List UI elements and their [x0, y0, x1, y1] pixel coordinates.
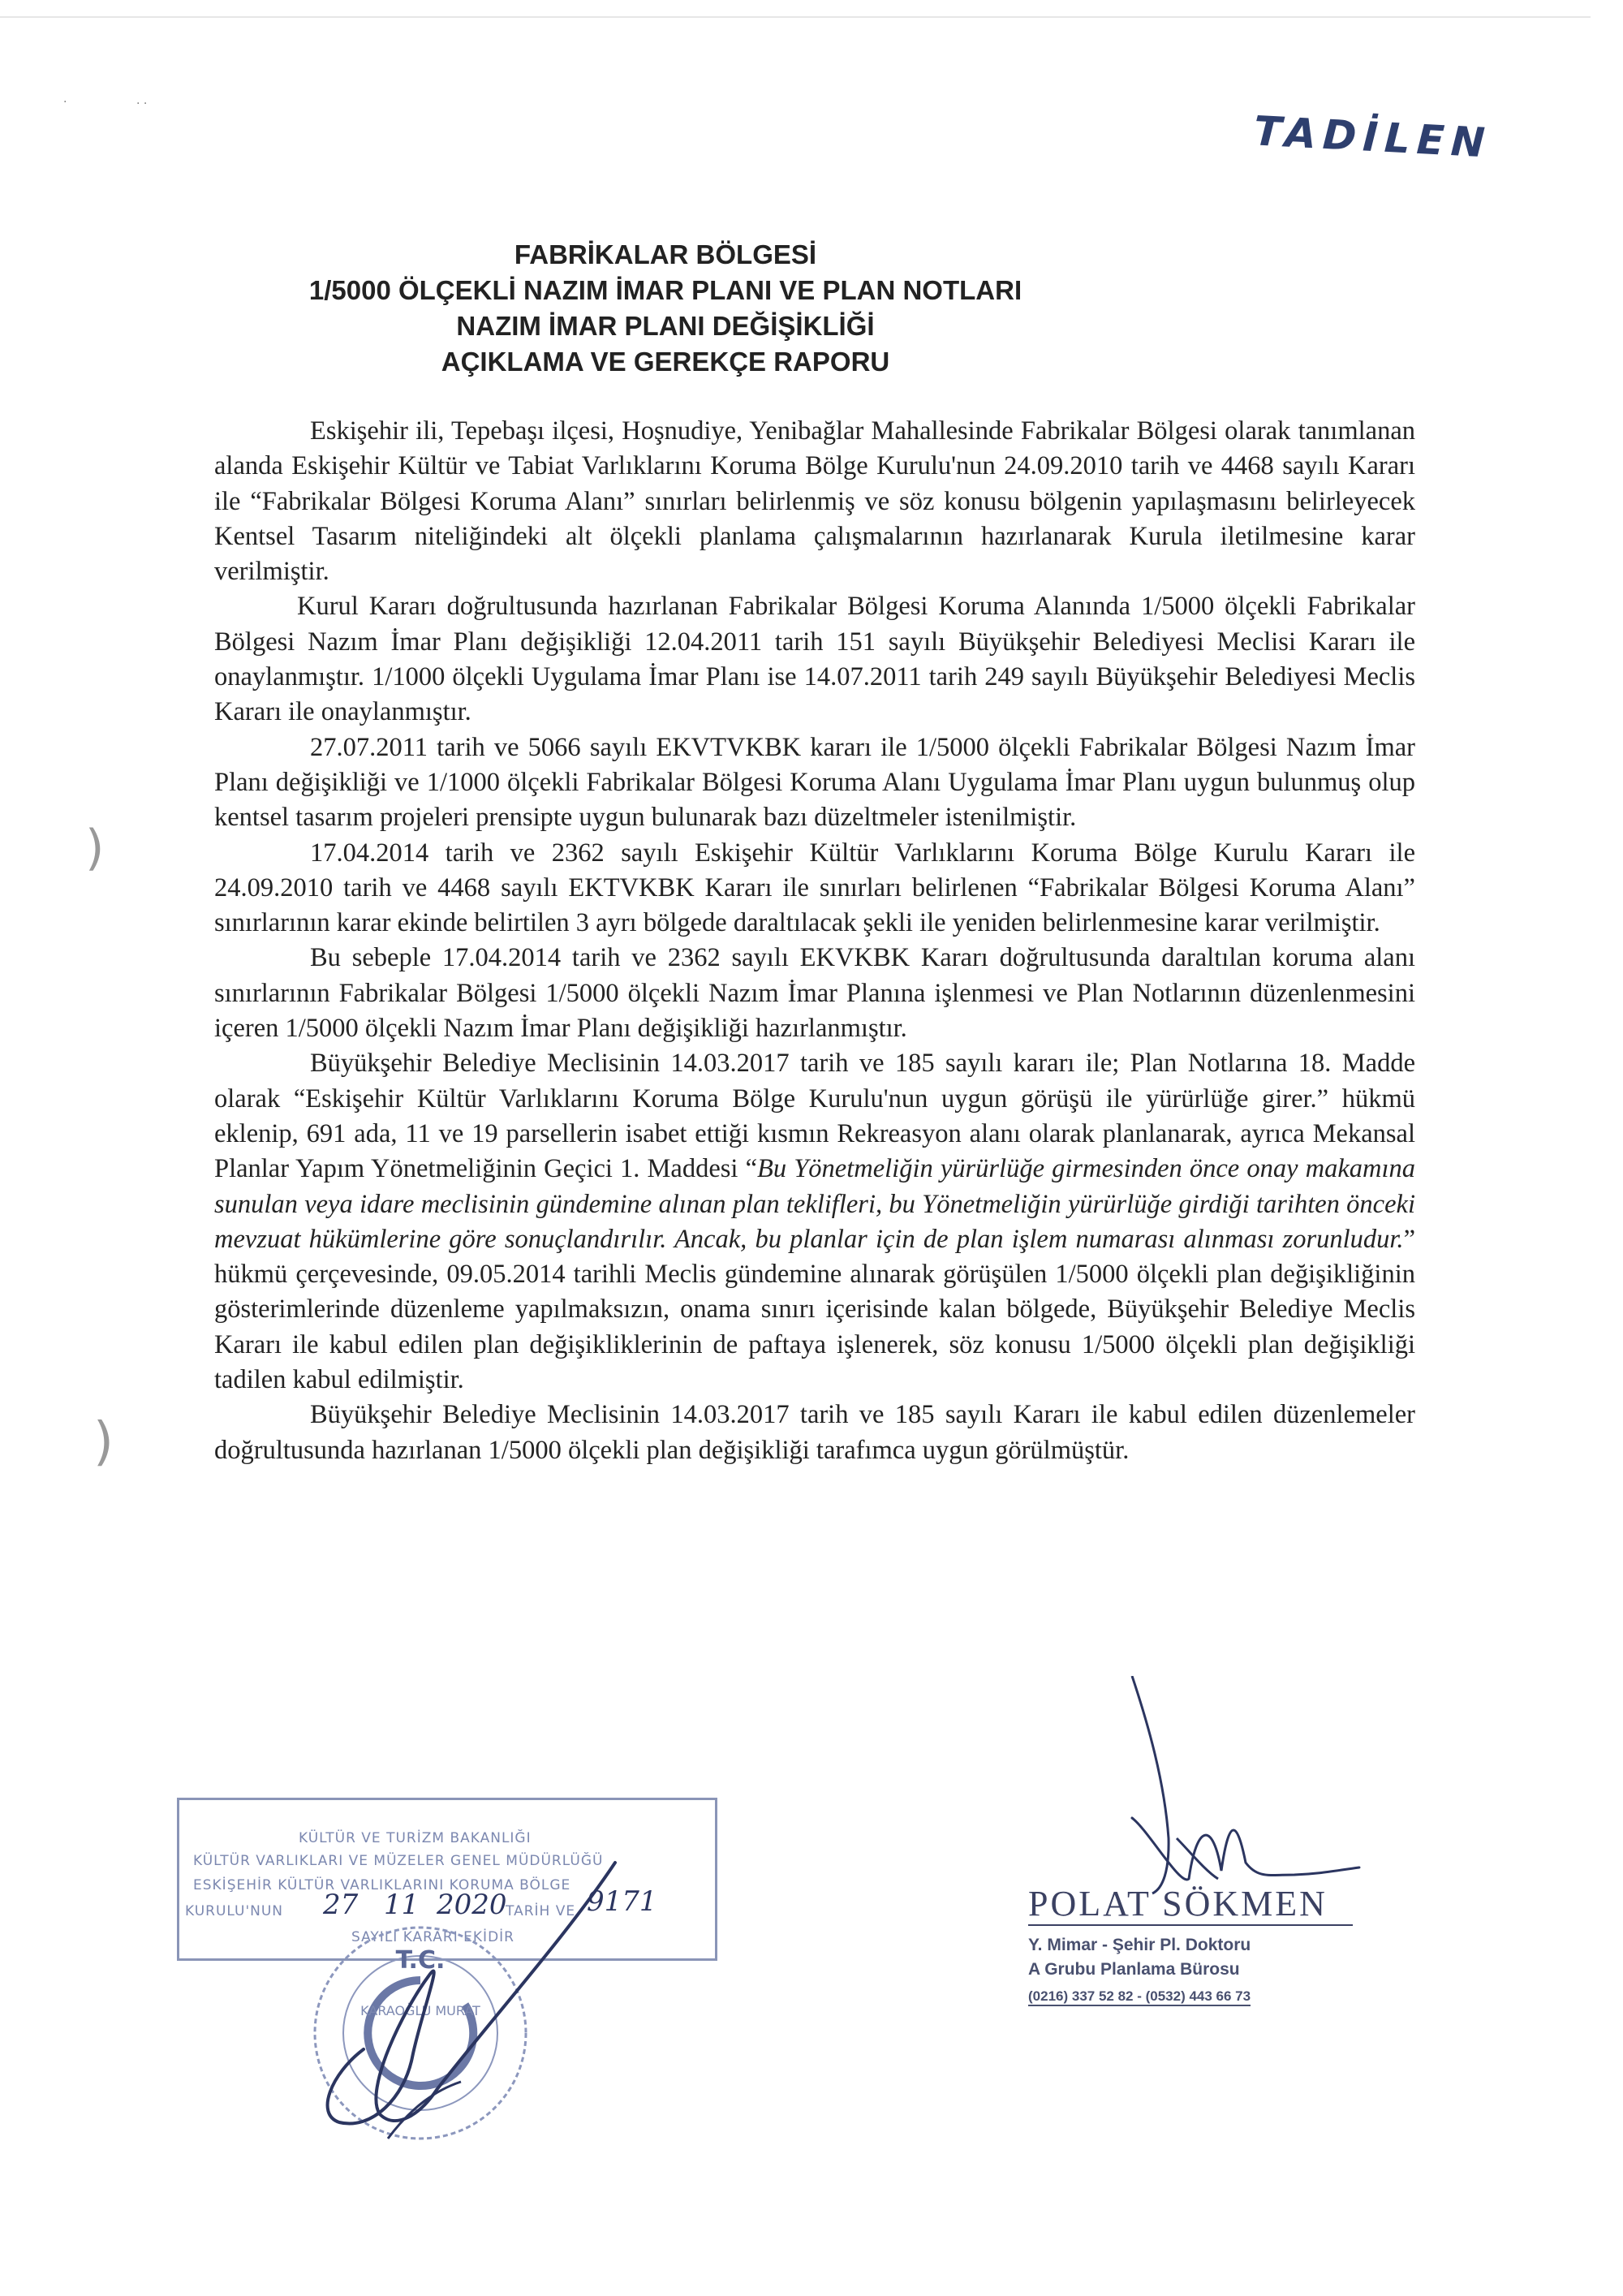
paragraph: [214, 1046, 1415, 1398]
stamp-text: KURULU'NUN: [185, 1903, 284, 1919]
paragraph-text: ” hükmü çerçevesinde, 09.05.2014 tarihli Meclis gündemine alınarak görüşülen 1/5000 ölçekli plan değişikliğinin gösterimlerinde düzenleme yapılmaksızın, onama sınırı içerisinde kalan bölgede, Büyükşehir Belediye Meclis Kararı ile kabul edilen plan değişikliklerinin de paftaya işlenerek, söz konusu 1/5000 ölçekli plan değişikliği tadilen kabul edilmiştir.: [214, 1224, 1415, 1395]
seal-letters: T.C.: [395, 1946, 446, 1975]
stamp-text: TARİH VE: [506, 1903, 576, 1919]
paragraph: 17.04.2014 tarih ve 2362 sayılı Eskişehir Kültür Varlıklarını Koruma Bölge Kurulu Kararı ile 24.09.2010 tarih ve 4468 sayılı EKTVKBK Kararı ile sınırları belirlenen “Fabrikalar Bölgesi Koruma Alanı” sınırlarının karar ekinde belirtilen 3 ayrı bölgede daraltılacak şekli ile yeniden belirlenmesine karar verilmiştir.: [214, 838, 1415, 938]
paragraph: Kurul Kararı doğrultusunda hazırlanan Fabrikalar Bölgesi Koruma Alanında 1/5000 ölçekli Fabrikalar Bölgesi Nazım İmar Planı değişikliği 12.04.2011 tarih 151 sayılı Büyükşehir Belediyesi Meclisi Kararı ile onaylanmıştır. 1/1000 ölçekli Uygulama İmar Planı ise 14.07.2011 tarih 249 sayılı Büyükşehir Belediyesi Meclis Kararı ile onaylanmıştır.: [214, 592, 1415, 727]
document-title: [211, 237, 1120, 380]
planner-signature-block: [1027, 1676, 1367, 2066]
signatory-phones: (0216) 337 52 82 - (0532) 443 66 73: [1028, 1988, 1251, 2006]
stamp-text: KÜLTÜR VE TURİZM BAKANLIĞI: [299, 1830, 532, 1846]
official-signature-icon: [291, 1846, 631, 2155]
seal-letters: KARAOĞLU MURAT: [360, 2003, 480, 2018]
signatory-title: Y. Mimar - Şehir Pl. Doktoru: [1028, 1936, 1251, 1954]
stamp-text: KÜLTÜR VARLIKLARI VE MÜZELER GENEL MÜDÜRLÜĞÜ: [193, 1853, 604, 1869]
handwritten-date: 2020: [437, 1889, 507, 1921]
paragraph: 27.07.2011 tarih ve 5066 sayılı EKVTVKBK kararı ile 1/5000 ölçekli Fabrikalar Bölgesi Nazım İmar Planı değişikliği ve 1/1000 ölçekli Fabrikalar Bölgesi Koruma Alanı Uygulama İmar Planı uygun bulunmuş olup kentsel tasarım projeleri prensipte uygun bulunarak bazı düzeltmeler istenilmiştir.: [214, 732, 1415, 833]
stamp-text: SAYILI KARARI EKİDİR: [351, 1929, 514, 1945]
paragraph: Bu sebeple 17.04.2014 tarih ve 2362 sayılı EKVKBK Kararı doğrultusunda daraltılan koruma alanı sınırlarının Fabrikalar Bölgesi 1/5000 ölçekli Nazım İmar Planına işlenmesi ve Plan Notlarının düzenlenmesini içeren 1/5000 ölçekli Nazım İmar Planı değişikliği hazırlanmıştır.: [214, 943, 1415, 1044]
title-line: 1/5000 ÖLÇEKLİ NAZIM İMAR PLANI VE PLAN NOTLARI: [308, 275, 1022, 305]
punch-hole-mark: ): [85, 820, 105, 877]
report-body: [214, 414, 1415, 1468]
signatory-office: A Grubu Planlama Bürosu: [1028, 1960, 1240, 1979]
punch-hole-mark: ): [93, 1412, 114, 1472]
handwritten-date: 27: [323, 1889, 359, 1921]
handwritten-date: 11: [384, 1889, 420, 1921]
scan-top-border: [0, 16, 1591, 18]
scan-speck: ·: [63, 96, 67, 109]
title-line: NAZIM İMAR PLANI DEĞİŞİKLİĞİ: [456, 311, 875, 341]
council-approval-stamp: [177, 1798, 729, 2147]
title-line: AÇIKLAMA VE GEREKÇE RAPORU: [441, 347, 890, 377]
regulation-quote: Bu Yönetmeliğin yürürlüğe girmesinden önce onay makamına sunulan veya idare meclisinin gündemine alınan plan teklifleri, bu Yönetmeliğin yürürlüğe girdiği tarihten önceki mevzuat hükümlerine göre sonuçlandırılır. Ancak, bu planlar için de plan işlem numarası alınması zorunludur.: [214, 1154, 1416, 1254]
handwritten-number: 9171: [587, 1885, 657, 1918]
signatory-name: POLAT SÖKMEN: [1028, 1883, 1353, 1926]
signature-icon: [1027, 1676, 1367, 1895]
title-line: FABRİKALAR BÖLGESİ: [514, 239, 817, 269]
tadilen-stamp: TADİLEN: [1252, 107, 1493, 167]
paragraph-text: Büyükşehir Belediye Meclisinin 14.03.2017 tarih ve 185 sayılı kararı ile; Plan Notlarına 18. Madde olarak “Eskişehir Kültür Varlıklarını Koruma Bölge Kurulu'nun uygun görüşü ile yürürlüğe girer.” hükmü eklenip, 691 ada, 11 ve 19 parsellerin isabet ettiği kısmın Rekreasyon alanı olarak planlanarak, ayrıca Mekansal Planlar Yapım Yönetmeliğinin Geçici 1. Maddesi “: [214, 1049, 1415, 1184]
paragraph: Büyükşehir Belediye Meclisinin 14.03.2017 tarih ve 185 sayılı Kararı ile kabul edilen düzenlemeler doğrultusunda hazırlanan 1/5000 ölçekli plan değişikliği tarafımca uygun görülmüştür.: [214, 1400, 1415, 1465]
stamp-text: ESKİŞEHİR KÜLTÜR VARLIKLARINI KORUMA BÖLGE: [193, 1877, 571, 1893]
paragraph: Eskişehir ili, Tepebaşı ilçesi, Hoşnudiye, Yenibağlar Mahallesinde Fabrikalar Bölgesi olarak tanımlanan alanda Eskişehir Kültür ve Tabiat Varlıklarını Koruma Bölge Kurulu'nun 24.09.2010 tarih ve 4468 sayılı Kararı ile “Fabrikalar Bölgesi Koruma Alanı” sınırları belirlenmiş ve söz konusu bölgenin yapılaşmasını belirleyecek Kentsel Tasarım niteliğindeki alt ölçekli planlama çalışmalarının hazırlanarak Kurula iletilmesine karar verilmiştir.: [214, 416, 1415, 587]
scan-speck: · ·: [136, 97, 148, 110]
